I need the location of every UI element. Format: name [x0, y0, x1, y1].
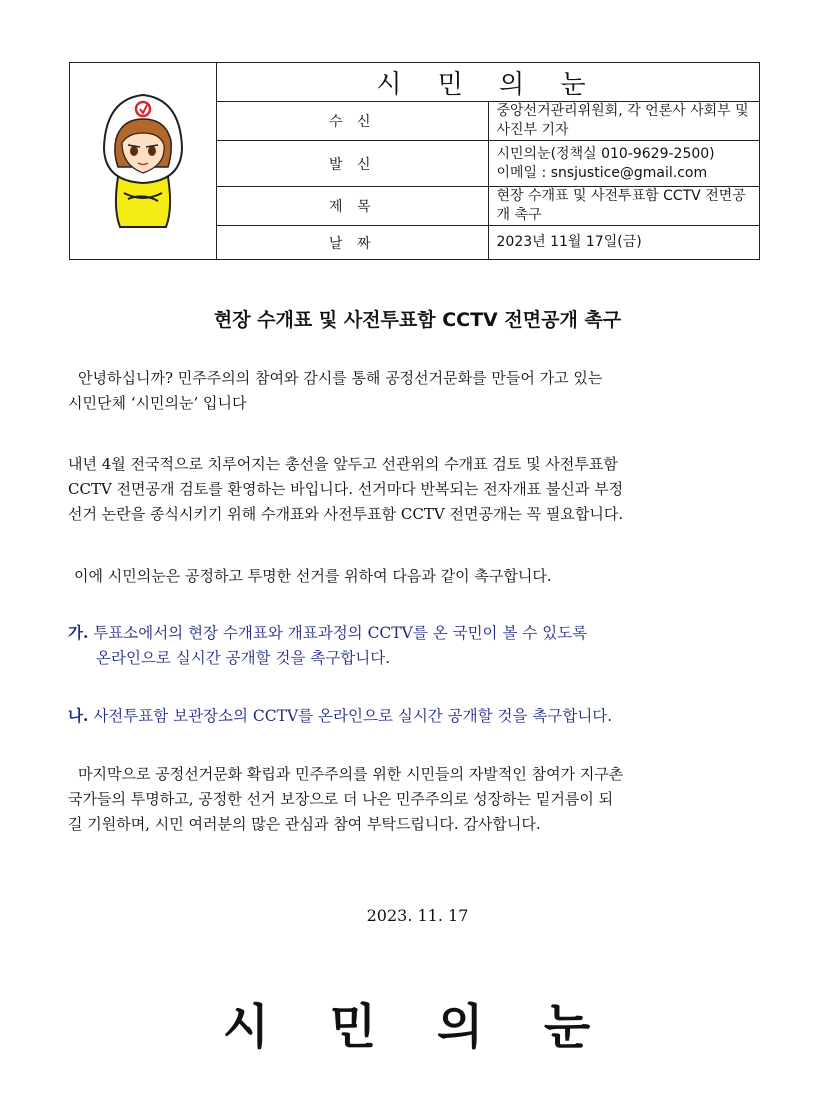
closing-paragraph — [68, 762, 768, 837]
recipient-value — [488, 102, 760, 141]
sender-value — [488, 141, 760, 187]
intro-demands-paragraph — [68, 564, 768, 589]
sender-email: 이메일 : snsjustice@gmail.com — [496, 164, 708, 181]
text-line: 길 기원하며, 시민 여러분의 많은 관심과 참여 부탁드립니다. 감사합니다. — [68, 815, 541, 833]
demand-item-2 — [68, 703, 768, 729]
text-line: 이에 시민의눈은 공정하고 투명한 선거를 위하여 다음과 같이 촉구합니다. — [74, 567, 552, 585]
demand-line: 사전투표함 보관장소의 CCTV를 온라인으로 실시간 공개할 것을 촉구합니다. — [93, 707, 613, 725]
sender-line: 시민의눈(정책실 010-9629-2500) — [496, 145, 715, 162]
signature: 시 민 의 눈 — [222, 999, 613, 1055]
date-line-header: 2023년 11월 17일(금) — [496, 234, 642, 250]
text-line: 안녕하십니까? 민주주의의 참여와 감시를 통해 공정선거문화를 만들어 가고 있는 — [78, 369, 603, 387]
subject-label: 제 목 — [217, 187, 489, 226]
demand-line: 온라인으로 실시간 공개할 것을 촉구합니다. — [96, 649, 391, 667]
text-line: 마지막으로 공정선거문화 확립과 민주주의를 위한 시민들의 자발적인 참여가 지구촌 — [78, 765, 624, 783]
org-name: 시 민 의 눈 — [217, 63, 760, 102]
demand-line: 투표소에서의 현장 수개표와 개표과정의 CCTV를 온 국민이 볼 수 있도록 — [93, 624, 588, 642]
subject-value — [488, 187, 760, 226]
header-table — [69, 62, 760, 260]
recipient-label: 수 신 — [217, 102, 489, 141]
text-line: 시민단체 ‘시민의눈’ 입니다 — [68, 394, 247, 412]
demand-label: 가. — [68, 623, 89, 642]
document-title: 현장 수개표 및 사전투표함 CCTV 전면공개 촉구 — [213, 309, 622, 331]
sender-label: 발 신 — [217, 141, 489, 187]
greeting-paragraph — [68, 366, 768, 416]
text-line: 선거 논란을 종식시키기 위해 수개표와 사전투표함 CCTV 전면공개는 꼭 필요합니다. — [68, 505, 624, 523]
date-value — [488, 226, 760, 260]
recipient-line: 중앙선거관리위원회, 각 언론사 사회부 및 사진부 기자 — [496, 103, 749, 138]
document-date: 2023. 11. 17 — [366, 906, 469, 925]
logo-cell — [70, 63, 217, 260]
subject-line: 현장 수개표 및 사전투표함 CCTV 전면공개 촉구 — [496, 188, 746, 223]
demand-item-1 — [68, 620, 768, 671]
text-line: CCTV 전면공개 검토를 환영하는 바입니다. 선거마다 반복되는 전자개표 불신과 부정 — [68, 480, 624, 498]
text-line: 국가들의 투명하고, 공정한 선거 보장으로 더 나은 민주주의로 성장하는 밑거름이 되 — [68, 790, 614, 808]
text-line: 내년 4월 전국적으로 치루어지는 총선을 앞두고 선관위의 수개표 검토 및 사전투표함 — [68, 455, 618, 473]
demand-label: 나. — [68, 706, 89, 725]
mascot-logo — [88, 89, 198, 229]
welcome-paragraph — [68, 452, 768, 527]
date-label: 날 짜 — [217, 226, 489, 260]
